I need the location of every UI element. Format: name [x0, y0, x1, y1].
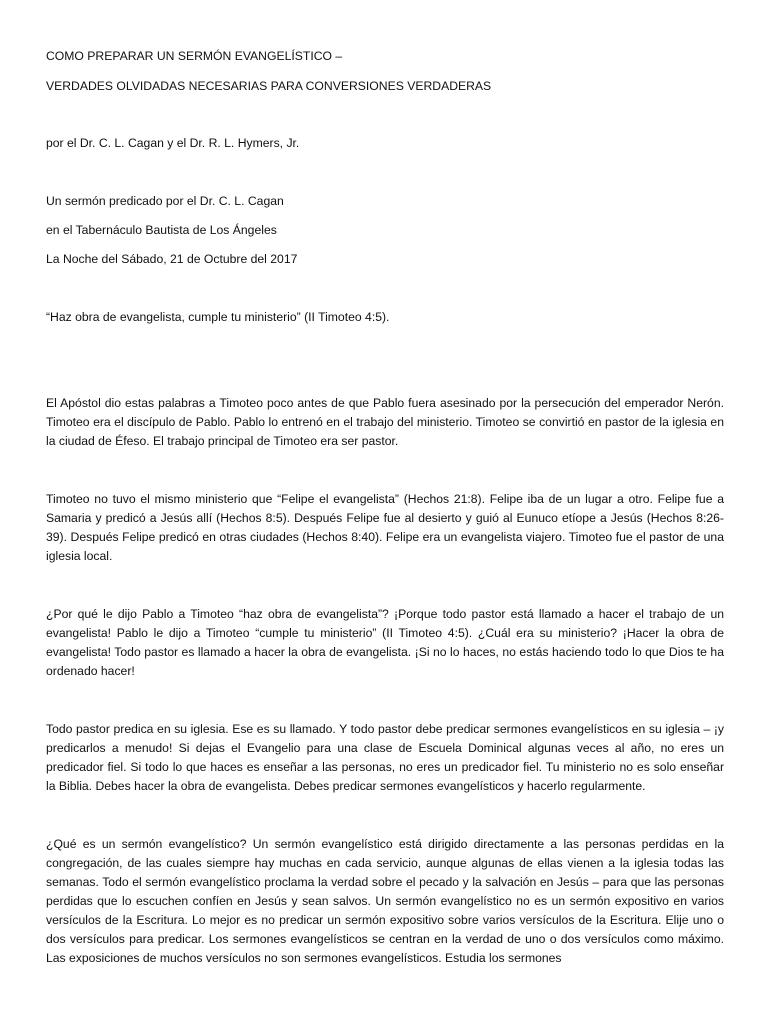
body-paragraph-3: ¿Por qué le dijo Pablo a Timoteo “haz obra de evangelista”? ¡Porque todo pastor está llamado a hacer el trabajo de un evangelista! Pablo le dijo a Timoteo “cumple tu ministerio” (II Timoteo 4:5). ¿Cuál era su ministerio? ¡Hacer la obra de evangelista! Todo pastor es llamado a hacer la obra de evangelista. ¡Si no lo haces, no estás haciendo todo lo que Dios te ha ordenado hacer!: [46, 607, 724, 678]
body-paragraph-5: ¿Qué es un sermón evangelístico? Un sermón evangelístico está dirigido directamente a las personas perdidas en la congregación, de las cuales siempre hay muchas en cada servicio, aunque algunas de ellas vienen a la iglesia todas las semanas. Todo el sermón evangelístico proclama la verdad sobre el pecado y la salvación en Jesús – para que las personas perdidas que lo escuchen confíen en Jesús y sean salvos. Un sermón evangelístico no es un sermón expositivo en varios versículos de la Escritura. Lo mejor es no predicar un sermón expositivo sobre varios versículos de la Escritura. Elije uno o dos versículos para predicar. Los sermones evangelísticos se centran en la verdad de uno o dos versículos como máximo. Las exposiciones de muchos versículos no son sermones evangelísticos. Estudia los sermones: [46, 837, 724, 965]
body-paragraph-1: El Apóstol dio estas palabras a Timoteo poco antes de que Pablo fuera asesinado por la persecución del emperador Nerón. Timoteo era el discípulo de Pablo. Pablo lo entrenó en el trabajo del ministerio. Timoteo se convirtió en pastor de la iglesia en la ciudad de Éfeso. El trabajo principal de Timoteo era ser pastor.: [46, 396, 724, 448]
document-title-line-1: COMO PREPARAR UN SERMÓN EVANGELÍSTICO –: [46, 49, 343, 63]
scripture-quote: “Haz obra de evangelista, cumple tu ministerio” (II Timoteo 4:5).: [46, 310, 390, 324]
document-title-line-2: VERDADES OLVIDADAS NECESARIAS PARA CONVERSIONES VERDADERAS: [46, 79, 492, 93]
preached-by-line: Un sermón predicado por el Dr. C. L. Cagan: [46, 194, 284, 208]
location-line: en el Tabernáculo Bautista de Los Ángeles: [46, 223, 277, 237]
date-line: La Noche del Sábado, 21 de Octubre del 2017: [46, 252, 298, 266]
body-paragraph-2: Timoteo no tuvo el mismo ministerio que “Felipe el evangelista” (Hechos 21:8). Felipe iba de un lugar a otro. Felipe fue a Samaria y predicó a Jesús allí (Hechos 8:5). Después Felipe fue al desierto y guió al Eunuco etíope a Jesús (Hechos 8:26-39). Después Felipe predicó en otras ciudades (Hechos 8:40). Felipe era un evangelista viajero. Timoteo fue el pastor de una iglesia local.: [46, 492, 724, 563]
body-paragraph-4: Todo pastor predica en su iglesia. Ese es su llamado. Y todo pastor debe predicar sermones evangelísticos en su iglesia – ¡y predicarlos a menudo! Si dejas el Evangelio para una clase de Escuela Dominical algunas veces al año, no eres un predicador fiel. Si todo lo que haces es enseñar a las personas, no eres un predicador fiel. Tu ministerio no es solo enseñar la Biblia. Debes hacer la obra de evangelista. Debes predicar sermones evangelísticos y hacerlo regularmente.: [46, 722, 724, 793]
authors-line: por el Dr. C. L. Cagan y el Dr. R. L. Hymers, Jr.: [46, 136, 300, 150]
